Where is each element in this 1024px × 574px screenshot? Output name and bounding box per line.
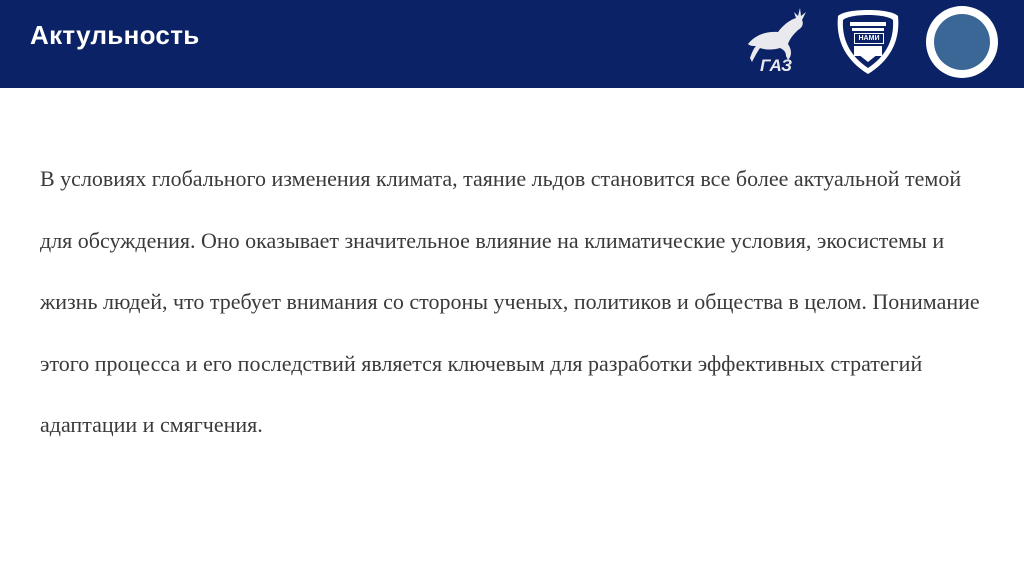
gaz-logo-text: ГАЗ xyxy=(759,56,793,75)
page-title: Актульность xyxy=(30,20,200,50)
main-paragraph: В условиях глобального изменения климата, таяние льдов становится все более актуальной темой для обсуждения. Оно оказывает значительное влияние на климатические условия, экосистемы и жизнь людей, что требует внимания со стороны ученых, политиков и общества в целом. Понимание этого процесса и его последствий является ключевым для разработки эффективных стратегий адаптации и смягчения. xyxy=(40,166,980,437)
header-bar xyxy=(0,0,1024,88)
nami-logo-text: НАМИ xyxy=(854,33,884,44)
round-emblem-icon xyxy=(924,4,1000,80)
nami-logo xyxy=(832,6,904,78)
gaz-logo xyxy=(740,4,812,78)
round-emblem-logo xyxy=(924,4,1000,80)
